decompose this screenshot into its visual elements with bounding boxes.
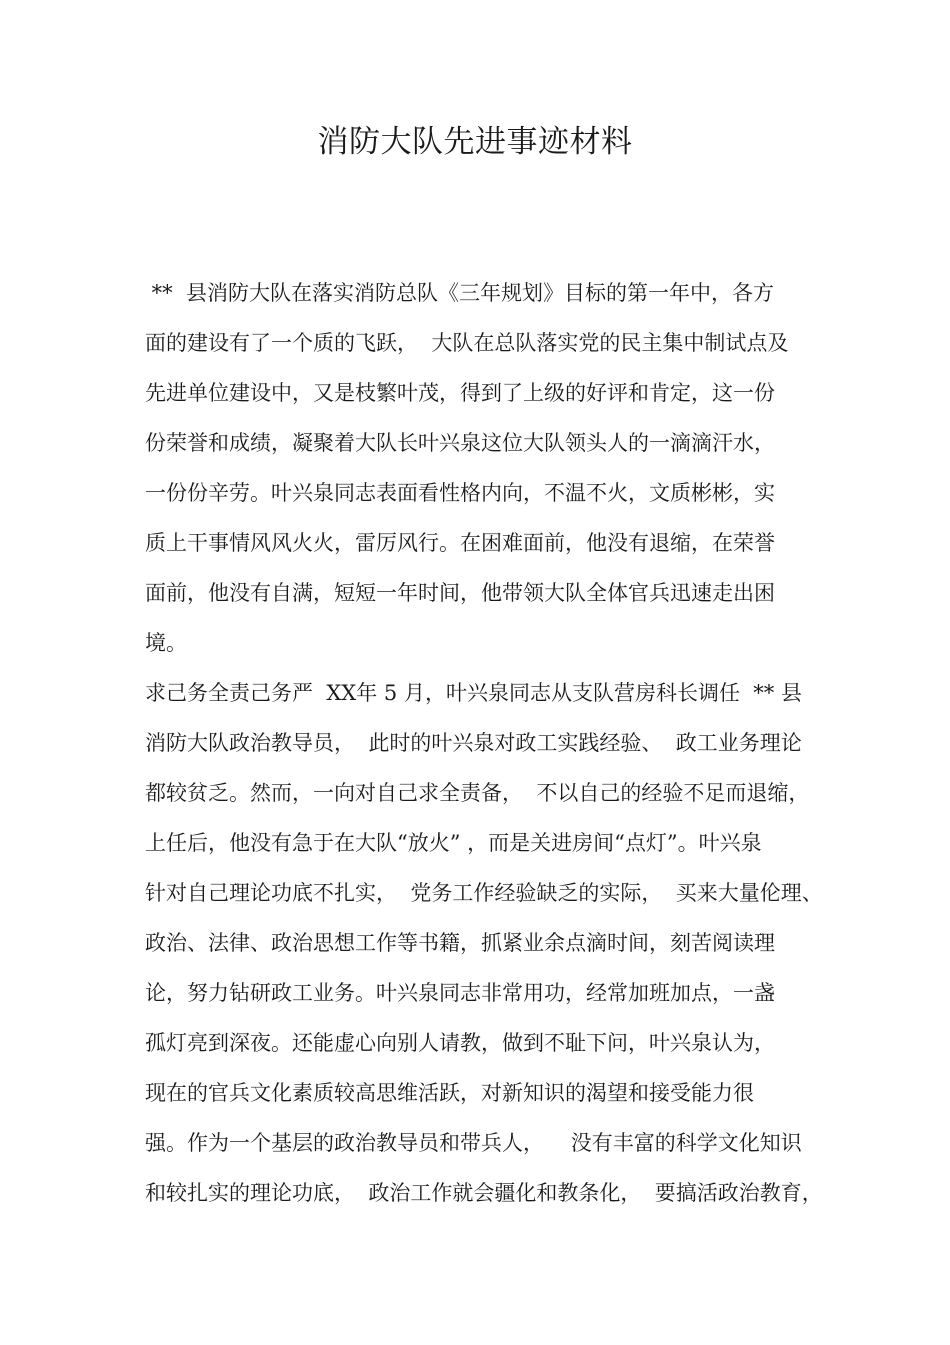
- body-line: 境。: [145, 631, 187, 655]
- body-line: 面的建设有了一个质的飞跃， 大队在总队落实党的民主集中制试点及: [145, 331, 789, 355]
- body-line: 强。作为一个基层的政治教导员和带兵人， 没有丰富的科学文化知识: [145, 1131, 802, 1155]
- body-line: 针对自己理论功底不扎实， 党务工作经验缺乏的实际， 买来大量伦理、: [145, 881, 823, 905]
- body-line: 先进单位建设中，又是枝繁叶茂，得到了上级的好评和肯定，这一份: [145, 381, 775, 405]
- body-line: 和较扎实的理论功底， 政治工作就会疆化和教条化， 要搞活政治教育，: [145, 1181, 823, 1205]
- body-line: 上任后，他没有急于在大队“放火” ，而是关进房间“点灯”。叶兴泉: [145, 831, 762, 855]
- body-line: 一份份辛劳。叶兴泉同志表面看性格内向，不温不火，文质彬彬，实: [145, 481, 775, 505]
- body-line: ** 县消防大队在落实消防总队《三年规划》目标的第一年中，各方: [145, 281, 775, 305]
- body-line: 面前，他没有自满，短短一年时间，他带领大队全体官兵迅速走出困: [145, 581, 775, 605]
- body-line: 论，努力钻研政工业务。叶兴泉同志非常用功，经常加班加点，一盏: [145, 981, 775, 1005]
- body-line: 消防大队政治教导员， 此时的叶兴泉对政工实践经验、 政工业务理论: [145, 731, 802, 755]
- document-title: 消防大队先进事迹材料: [317, 124, 633, 160]
- body-line: 份荣誉和成绩，凝聚着大队长叶兴泉这位大队领头人的一滴滴汗水，: [145, 431, 775, 455]
- body-line: 政治、法律、政治思想工作等书籍，抓紧业余点滴时间，刻苦阅读理: [145, 931, 775, 955]
- body-line: 现在的官兵文化素质较高思维活跃，对新知识的渴望和接受能力很: [145, 1081, 754, 1105]
- body-line: 都较贫乏。然而，一向对自己求全责备， 不以自己的经验不足而退缩，: [145, 781, 810, 805]
- body-line: 孤灯亮到深夜。还能虚心向别人请教，做到不耻下问，叶兴泉认为，: [145, 1031, 775, 1055]
- body-line: 质上干事情风风火火，雷厉风行。在困难面前，他没有退缩，在荣誉: [145, 531, 775, 555]
- body-line: 求己务全责己务严 XX年 5 月，叶兴泉同志从支队营房科长调任 ** 县: [145, 681, 802, 705]
